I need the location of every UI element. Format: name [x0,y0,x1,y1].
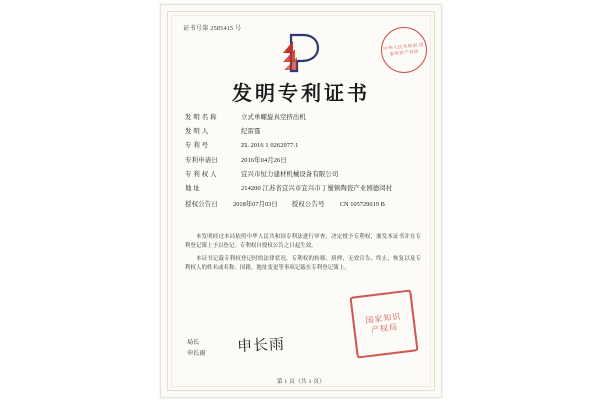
field-row [185,170,421,179]
document-title: 发明专利证书 [232,81,370,105]
field-row [185,184,421,193]
field-row [185,156,421,165]
field-list [185,113,421,214]
field-value: 立式单螺旋真空挤出机 [241,114,306,121]
signer-name: 申长雨 [187,350,206,357]
grant-date-label: 授权公告日 [185,200,218,208]
official-square-seal [349,289,418,358]
grant-number-value: CN 105729619 B [339,200,385,208]
signer-title: 局长 [187,339,200,346]
field-row [185,127,421,136]
page-footer: 第 1 页（共 1 页） [276,379,326,385]
seal-top-text: 中华人民共和国 国家知识产权局 [383,41,425,57]
legal-text [185,233,421,277]
grant-row [185,200,421,209]
field-value: 纪雷霆 [241,128,261,136]
grant-date-value: 2018年07月03日 [233,200,278,208]
field-label: 发 明 名 称 [185,114,217,121]
field-label: 专 利 权 人 [185,170,217,178]
left-gutter [0,0,160,400]
certificate-number: 证书号第 2585415 号 [183,25,242,32]
field-row [185,141,421,150]
field-value: 宜兴市恒力建材机械设备有限公司 [241,170,339,178]
handwritten-signature: 申长雨 [236,334,286,356]
legal-paragraph: 本证书记载专利权登记时的法律状况。专利权的转移、质押、无效宣告、终止、恢复以及专利权人的姓名或名称、国籍、地址变更等事项记载在专利登记簿上。 [185,256,421,271]
field-row [185,113,421,122]
field-label: 地 址 [185,184,200,192]
legal-paragraph: 本发明经过本局依照中华人民共和国专利法进行审查，决定授予专利权，颁发本证书并在专利登记簿上予以登记。专利权自授权公告之日起生效。 [185,234,421,249]
signer-block [187,337,206,359]
field-label: 专 利 号 [185,142,209,150]
right-gutter [440,0,600,400]
national-emblem-seal [381,27,427,73]
grant-number-label: 授权公告号 [291,200,325,208]
sipo-logo-icon [273,31,329,75]
field-value: 2016年04月26日 [241,156,287,164]
grant-date [185,200,278,209]
field-value: ZL 2016 1 0262977.1 [241,142,299,150]
field-label: 专利申请日 [185,156,218,164]
grant-number [292,200,385,209]
patent-certificate [160,4,442,398]
square-seal-text: 国家知识产权局 [364,311,402,335]
field-label: 发 明 人 [185,128,209,136]
field-value: 214200 江苏省宜兴市宜兴市丁蜀镇陶瓷产业园德闵村 [241,184,393,192]
